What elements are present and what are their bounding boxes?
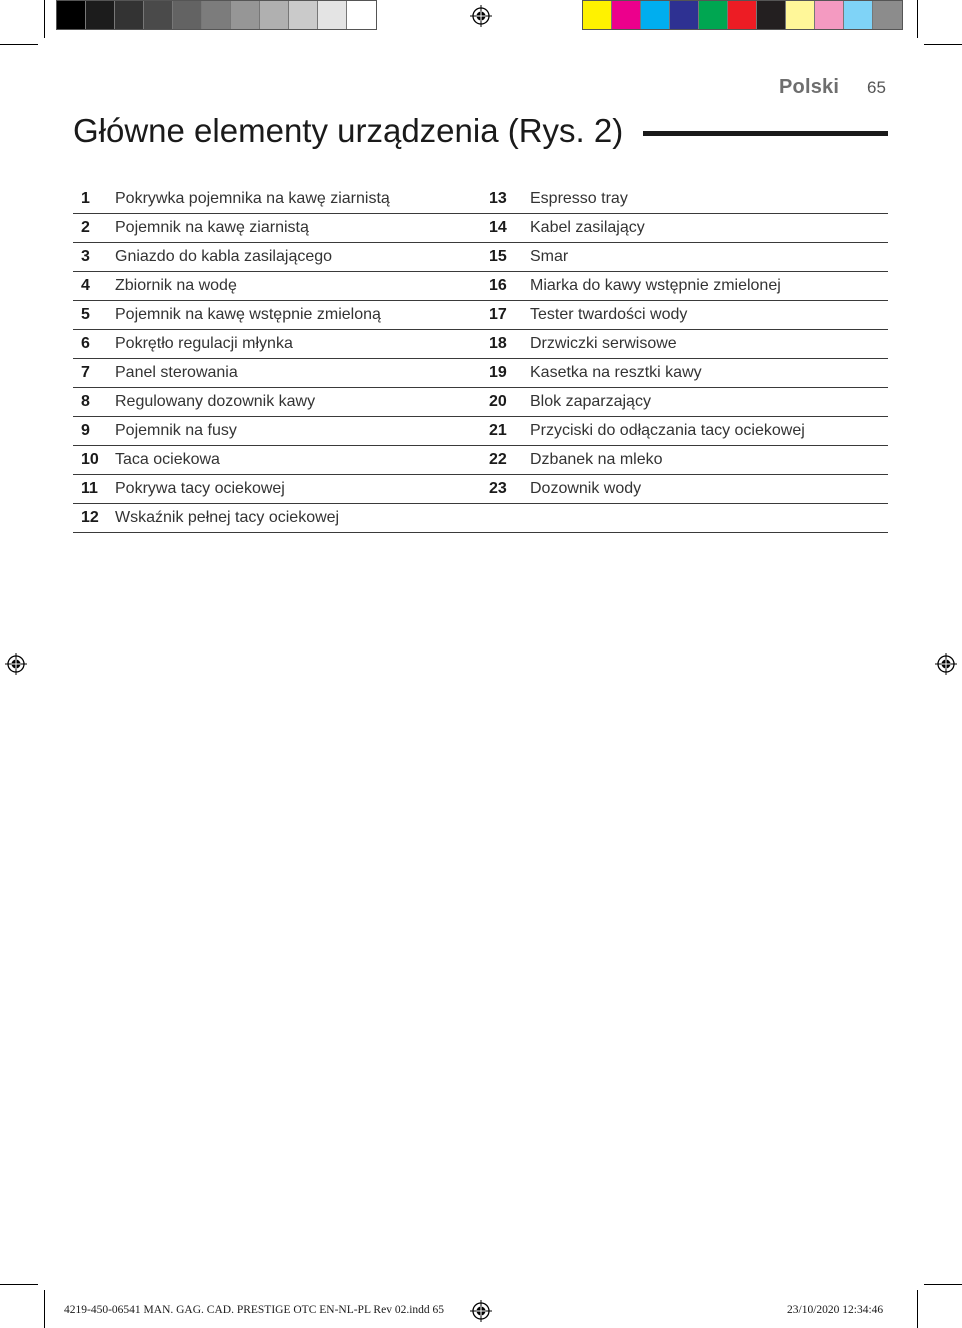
color-swatch bbox=[318, 1, 347, 29]
part-name: Pokrywa tacy ociekowej bbox=[115, 480, 285, 497]
color-swatch bbox=[202, 1, 231, 29]
print-date-time: 23/10/2020 12:34:46 bbox=[787, 1304, 884, 1316]
color-swatch bbox=[231, 1, 260, 29]
part-name: Blok zaparzający bbox=[530, 393, 651, 410]
registration-mark-icon bbox=[470, 5, 492, 27]
part-name: Regulowany dozownik kawy bbox=[115, 393, 316, 410]
part-number: 4 bbox=[81, 277, 90, 294]
part-name: Taca ociekowa bbox=[115, 451, 220, 468]
table-row bbox=[73, 504, 888, 533]
parts-table bbox=[73, 185, 888, 533]
part-number: 3 bbox=[81, 248, 90, 265]
part-number: 19 bbox=[489, 364, 507, 381]
color-swatch bbox=[699, 1, 728, 29]
part-number: 14 bbox=[489, 219, 507, 236]
color-swatch bbox=[57, 1, 86, 29]
color-swatch bbox=[115, 1, 144, 29]
table-row bbox=[73, 359, 888, 388]
part-number: 23 bbox=[489, 480, 507, 497]
part-name: Espresso tray bbox=[530, 190, 628, 207]
color-swatch bbox=[173, 1, 202, 29]
table-row bbox=[73, 475, 888, 504]
table-row bbox=[73, 243, 888, 272]
part-name: Wskaźnik pełnej tacy ociekowej bbox=[115, 509, 340, 526]
color-swatch bbox=[670, 1, 699, 29]
crop-mark bbox=[924, 44, 962, 45]
crop-mark bbox=[917, 1290, 918, 1328]
crop-mark bbox=[0, 44, 38, 45]
part-number: 6 bbox=[81, 335, 90, 352]
part-name: Drzwiczki serwisowe bbox=[530, 335, 677, 352]
part-number: 2 bbox=[81, 219, 90, 236]
part-number: 13 bbox=[489, 190, 507, 207]
crop-mark bbox=[44, 0, 45, 38]
part-number: 12 bbox=[81, 509, 99, 526]
table-row bbox=[73, 301, 888, 330]
page-title: Główne elementy urządzenia (Rys. 2) bbox=[73, 112, 624, 149]
part-name: Dzbanek na mleko bbox=[530, 451, 663, 468]
color-swatch bbox=[583, 1, 612, 29]
part-name: Tester twardości wody bbox=[530, 306, 688, 323]
process-color-bar bbox=[582, 0, 903, 30]
part-name: Gniazdo do kabla zasilającego bbox=[115, 248, 333, 265]
color-swatch bbox=[144, 1, 173, 29]
part-name: Miarka do kawy wstępnie zmielonej bbox=[530, 277, 781, 294]
part-name: Panel sterowania bbox=[115, 364, 238, 381]
part-number: 1 bbox=[81, 190, 90, 207]
registration-mark-icon bbox=[5, 653, 27, 675]
part-number: 20 bbox=[489, 393, 507, 410]
table-row bbox=[73, 388, 888, 417]
crop-mark bbox=[44, 1290, 45, 1328]
registration-mark-icon bbox=[935, 653, 957, 675]
part-name: Pokrętło regulacji młynka bbox=[115, 335, 293, 352]
part-name: Przyciski do odłączania tacy ociekowej bbox=[530, 422, 805, 439]
part-name: Pojemnik na fusy bbox=[115, 422, 237, 439]
color-swatch bbox=[641, 1, 670, 29]
part-number: 17 bbox=[489, 306, 507, 323]
part-number: 16 bbox=[489, 277, 507, 294]
crop-mark bbox=[917, 0, 918, 38]
part-name: Dozownik wody bbox=[530, 480, 642, 497]
grey-color-bar bbox=[56, 0, 377, 30]
color-swatch bbox=[260, 1, 289, 29]
page-number: 65 bbox=[867, 78, 886, 97]
language-label: Polski bbox=[779, 76, 840, 98]
color-swatch bbox=[815, 1, 844, 29]
crop-mark bbox=[924, 1284, 962, 1285]
color-swatch bbox=[86, 1, 115, 29]
part-number: 15 bbox=[489, 248, 507, 265]
table-row bbox=[73, 185, 888, 214]
part-name: Kabel zasilający bbox=[530, 219, 645, 236]
color-swatch bbox=[612, 1, 641, 29]
part-number: 5 bbox=[81, 306, 90, 323]
table-row bbox=[73, 214, 888, 243]
color-swatch bbox=[757, 1, 786, 29]
part-number: 7 bbox=[81, 364, 90, 381]
part-name: Pokrywka pojemnika na kawę ziarnistą bbox=[115, 190, 390, 207]
color-swatch bbox=[289, 1, 318, 29]
table-row bbox=[73, 330, 888, 359]
table-row bbox=[73, 272, 888, 301]
part-name: Pojemnik na kawę wstępnie zmieloną bbox=[115, 306, 381, 323]
color-swatch bbox=[873, 1, 902, 29]
part-number: 9 bbox=[81, 422, 90, 439]
crop-mark bbox=[0, 1284, 38, 1285]
color-swatch bbox=[728, 1, 757, 29]
part-number: 11 bbox=[81, 480, 98, 497]
part-name: Kasetka na resztki kawy bbox=[530, 364, 702, 381]
table-row bbox=[73, 446, 888, 475]
title-rule bbox=[643, 131, 888, 136]
color-swatch bbox=[347, 1, 376, 29]
part-name: Zbiornik na wodę bbox=[115, 277, 237, 294]
file-slug: 4219-450-06541 MAN. GAG. CAD. PRESTIGE OTC EN-NL-PL Rev 02.indd 65 bbox=[64, 1304, 445, 1316]
color-swatch bbox=[844, 1, 873, 29]
part-name: Smar bbox=[530, 248, 569, 265]
part-number: 18 bbox=[489, 335, 507, 352]
color-swatch bbox=[786, 1, 815, 29]
part-number: 21 bbox=[489, 422, 507, 439]
part-number: 10 bbox=[81, 451, 99, 468]
table-row bbox=[73, 417, 888, 446]
part-number: 8 bbox=[81, 393, 90, 410]
part-name: Pojemnik na kawę ziarnistą bbox=[115, 219, 309, 236]
part-number: 22 bbox=[489, 451, 507, 468]
registration-mark-icon bbox=[470, 1300, 492, 1322]
